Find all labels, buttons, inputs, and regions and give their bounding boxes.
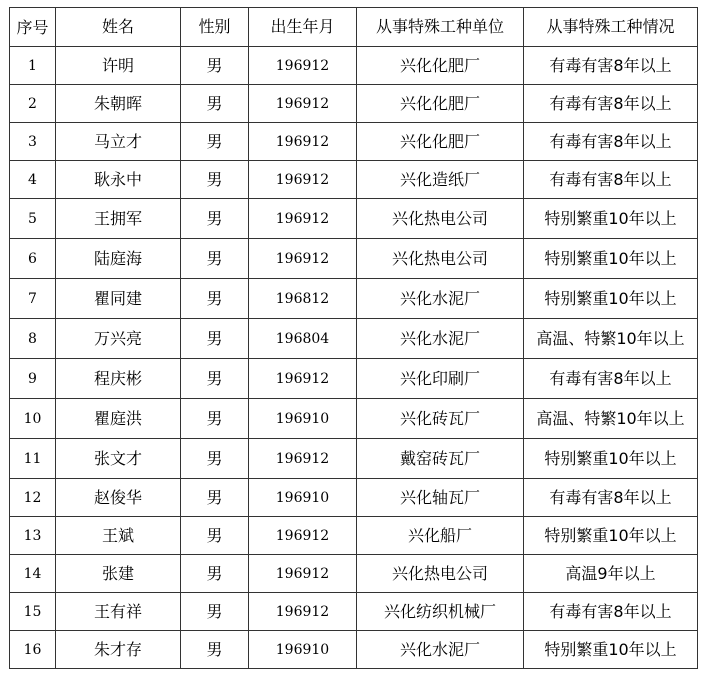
cell-unit: 兴化化肥厂 — [357, 123, 524, 161]
cell-name: 张文才 — [56, 439, 181, 479]
cell-birth: 196912 — [249, 85, 357, 123]
cell-birth: 196912 — [249, 555, 357, 593]
cell-name: 瞿庭洪 — [56, 399, 181, 439]
header-birth: 出生年月 — [249, 8, 357, 47]
cell-birth: 196912 — [249, 359, 357, 399]
header-gender: 性别 — [181, 8, 249, 47]
table-row — [10, 85, 698, 123]
cell-situation: 有毒有害8年以上 — [524, 161, 698, 199]
cell-unit: 兴化印刷厂 — [357, 359, 524, 399]
cell-gender: 男 — [181, 85, 249, 123]
cell-situation: 有毒有害8年以上 — [524, 479, 698, 517]
cell-situation: 特别繁重10年以上 — [524, 439, 698, 479]
cell-name: 朱朝晖 — [56, 85, 181, 123]
table-body — [10, 47, 698, 669]
cell-gender: 男 — [181, 479, 249, 517]
cell-unit: 兴化水泥厂 — [357, 319, 524, 359]
cell-name: 王斌 — [56, 517, 181, 555]
cell-situation: 高温9年以上 — [524, 555, 698, 593]
cell-situation: 高温、特繁10年以上 — [524, 319, 698, 359]
cell-birth: 196910 — [249, 479, 357, 517]
cell-unit: 兴化纺织机械厂 — [357, 593, 524, 631]
header-num: 序号 — [10, 8, 56, 47]
cell-name: 许明 — [56, 47, 181, 85]
cell-unit: 兴化水泥厂 — [357, 631, 524, 669]
cell-gender: 男 — [181, 631, 249, 669]
table-row — [10, 399, 698, 439]
table-row — [10, 479, 698, 517]
table-row — [10, 161, 698, 199]
cell-situation: 特别繁重10年以上 — [524, 517, 698, 555]
table-row — [10, 439, 698, 479]
cell-unit: 兴化水泥厂 — [357, 279, 524, 319]
table-row — [10, 123, 698, 161]
cell-unit: 兴化砖瓦厂 — [357, 399, 524, 439]
cell-unit: 兴化化肥厂 — [357, 47, 524, 85]
cell-num: 11 — [10, 439, 56, 479]
cell-name: 赵俊华 — [56, 479, 181, 517]
cell-unit: 兴化造纸厂 — [357, 161, 524, 199]
cell-gender: 男 — [181, 123, 249, 161]
cell-num: 5 — [10, 199, 56, 239]
cell-num: 12 — [10, 479, 56, 517]
cell-birth: 196912 — [249, 439, 357, 479]
cell-gender: 男 — [181, 161, 249, 199]
cell-unit: 兴化热电公司 — [357, 555, 524, 593]
cell-name: 张建 — [56, 555, 181, 593]
cell-gender: 男 — [181, 439, 249, 479]
cell-gender: 男 — [181, 555, 249, 593]
cell-gender: 男 — [181, 399, 249, 439]
cell-gender: 男 — [181, 593, 249, 631]
header-row — [10, 8, 698, 47]
table-row — [10, 319, 698, 359]
cell-situation: 有毒有害8年以上 — [524, 47, 698, 85]
cell-gender: 男 — [181, 239, 249, 279]
cell-birth: 196912 — [249, 517, 357, 555]
cell-name: 朱才存 — [56, 631, 181, 669]
cell-birth: 196812 — [249, 279, 357, 319]
cell-birth: 196912 — [249, 161, 357, 199]
cell-situation: 有毒有害8年以上 — [524, 123, 698, 161]
table-header — [10, 8, 698, 47]
cell-gender: 男 — [181, 319, 249, 359]
cell-situation: 有毒有害8年以上 — [524, 359, 698, 399]
cell-num: 4 — [10, 161, 56, 199]
cell-gender: 男 — [181, 47, 249, 85]
cell-name: 马立才 — [56, 123, 181, 161]
cell-unit: 兴化热电公司 — [357, 239, 524, 279]
table-row — [10, 279, 698, 319]
worker-table — [9, 7, 698, 669]
cell-birth: 196912 — [249, 47, 357, 85]
cell-situation: 特别繁重10年以上 — [524, 279, 698, 319]
cell-num: 13 — [10, 517, 56, 555]
table-row — [10, 199, 698, 239]
cell-gender: 男 — [181, 359, 249, 399]
cell-birth: 196912 — [249, 239, 357, 279]
cell-unit: 兴化轴瓦厂 — [357, 479, 524, 517]
table-row — [10, 239, 698, 279]
cell-unit: 兴化化肥厂 — [357, 85, 524, 123]
cell-num: 6 — [10, 239, 56, 279]
cell-name: 瞿同建 — [56, 279, 181, 319]
cell-unit: 兴化热电公司 — [357, 199, 524, 239]
cell-situation: 特别繁重10年以上 — [524, 199, 698, 239]
cell-num: 7 — [10, 279, 56, 319]
table-row — [10, 517, 698, 555]
table-row — [10, 555, 698, 593]
cell-num: 15 — [10, 593, 56, 631]
cell-name: 王拥军 — [56, 199, 181, 239]
cell-birth: 196804 — [249, 319, 357, 359]
cell-num: 9 — [10, 359, 56, 399]
cell-birth: 196910 — [249, 399, 357, 439]
table-row — [10, 593, 698, 631]
cell-situation: 特别繁重10年以上 — [524, 631, 698, 669]
table-row — [10, 47, 698, 85]
cell-name: 陆庭海 — [56, 239, 181, 279]
cell-num: 1 — [10, 47, 56, 85]
cell-situation: 有毒有害8年以上 — [524, 593, 698, 631]
cell-num: 10 — [10, 399, 56, 439]
header-situation: 从事特殊工种情况 — [524, 8, 698, 47]
cell-unit: 戴窑砖瓦厂 — [357, 439, 524, 479]
table-row — [10, 359, 698, 399]
cell-num: 14 — [10, 555, 56, 593]
cell-num: 2 — [10, 85, 56, 123]
cell-name: 耿永中 — [56, 161, 181, 199]
cell-name: 王有祥 — [56, 593, 181, 631]
table-row — [10, 631, 698, 669]
cell-birth: 196912 — [249, 199, 357, 239]
cell-gender: 男 — [181, 279, 249, 319]
cell-birth: 196912 — [249, 593, 357, 631]
cell-situation: 高温、特繁10年以上 — [524, 399, 698, 439]
cell-gender: 男 — [181, 517, 249, 555]
cell-situation: 特别繁重10年以上 — [524, 239, 698, 279]
cell-num: 3 — [10, 123, 56, 161]
cell-unit: 兴化船厂 — [357, 517, 524, 555]
cell-num: 16 — [10, 631, 56, 669]
cell-situation: 有毒有害8年以上 — [524, 85, 698, 123]
cell-name: 万兴亮 — [56, 319, 181, 359]
cell-gender: 男 — [181, 199, 249, 239]
cell-name: 程庆彬 — [56, 359, 181, 399]
header-name: 姓名 — [56, 8, 181, 47]
header-unit: 从事特殊工种单位 — [357, 8, 524, 47]
cell-num: 8 — [10, 319, 56, 359]
cell-birth: 196912 — [249, 123, 357, 161]
cell-birth: 196910 — [249, 631, 357, 669]
